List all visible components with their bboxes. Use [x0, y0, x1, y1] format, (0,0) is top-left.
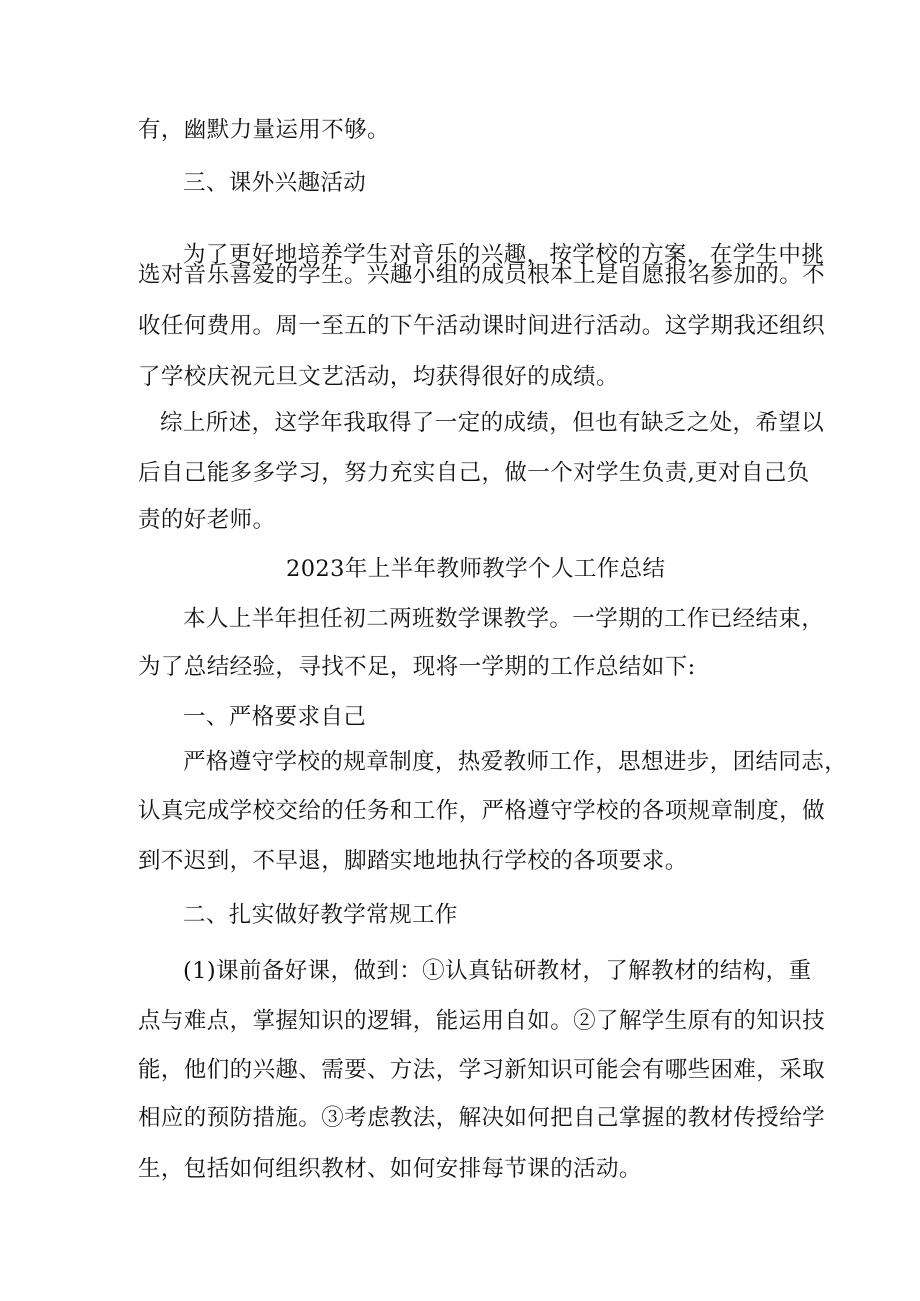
text-line: 后自己能多多学习，努力充实自己，做一个对学生负责,更对自己负 — [138, 460, 810, 486]
text-line: 本人上半年担任初二两班数学课教学。一学期的工作已经结束， — [183, 606, 825, 632]
text-line: 选对音乐喜爱的学生。兴趣小组的成员根本上是自愿报名参加的。不 — [138, 262, 826, 288]
section-heading: 一、严格要求自己 — [183, 704, 367, 730]
text-line: (1)课前备好课，做到：①认真钻研教材，了解教材的结构，重 — [183, 958, 812, 984]
text-line: 点与难点，掌握知识的逻辑，能运用自如。②了解学生原有的知识技 — [138, 1008, 826, 1034]
text-line: 生，包括如何组织教材、如何安排每节课的活动。 — [138, 1156, 642, 1182]
text-line: 有，幽默力量运用不够。 — [138, 117, 390, 143]
text-line: 能，他们的兴趣、需要、方法，学习新知识可能会有哪些困难，采取 — [138, 1057, 826, 1083]
text-line: 严格遵守学校的规章制度，热爱教师工作，思想进步，团结同志， — [183, 749, 848, 775]
text-line: 到不迟到，不早退，脚踏实地地执行学校的各项要求。 — [138, 848, 688, 874]
text-line: 责的好老师。 — [138, 507, 276, 533]
section-heading: 三、课外兴趣活动 — [183, 170, 367, 196]
text-line: 了学校庆祝元旦文艺活动，均获得很好的成绩。 — [138, 364, 619, 390]
text-line: 为了更好地培养学生对音乐的兴趣，按学校的方案，在学生中挑 — [183, 242, 825, 268]
text-line: 认真完成学校交给的任务和工作，严格遵守学校的各项规章制度，做 — [138, 798, 826, 824]
section-heading: 二、扎实做好教学常规工作 — [183, 902, 458, 928]
text-line: 为了总结经验，寻找不足，现将一学期的工作总结如下: — [138, 654, 696, 680]
text-line: 综上所述，这学年我取得了一定的成绩，但也有缺乏之处，希望以 — [160, 410, 825, 436]
document-title: 2023年上半年教师教学个人工作总结 — [286, 556, 666, 582]
text-line: 相应的预防措施。③考虑教法，解决如何把自己掌握的教材传授给学 — [138, 1105, 826, 1131]
text-line: 收任何费用。周一至五的下午活动课时间进行活动。这学期我还组织 — [138, 313, 826, 339]
